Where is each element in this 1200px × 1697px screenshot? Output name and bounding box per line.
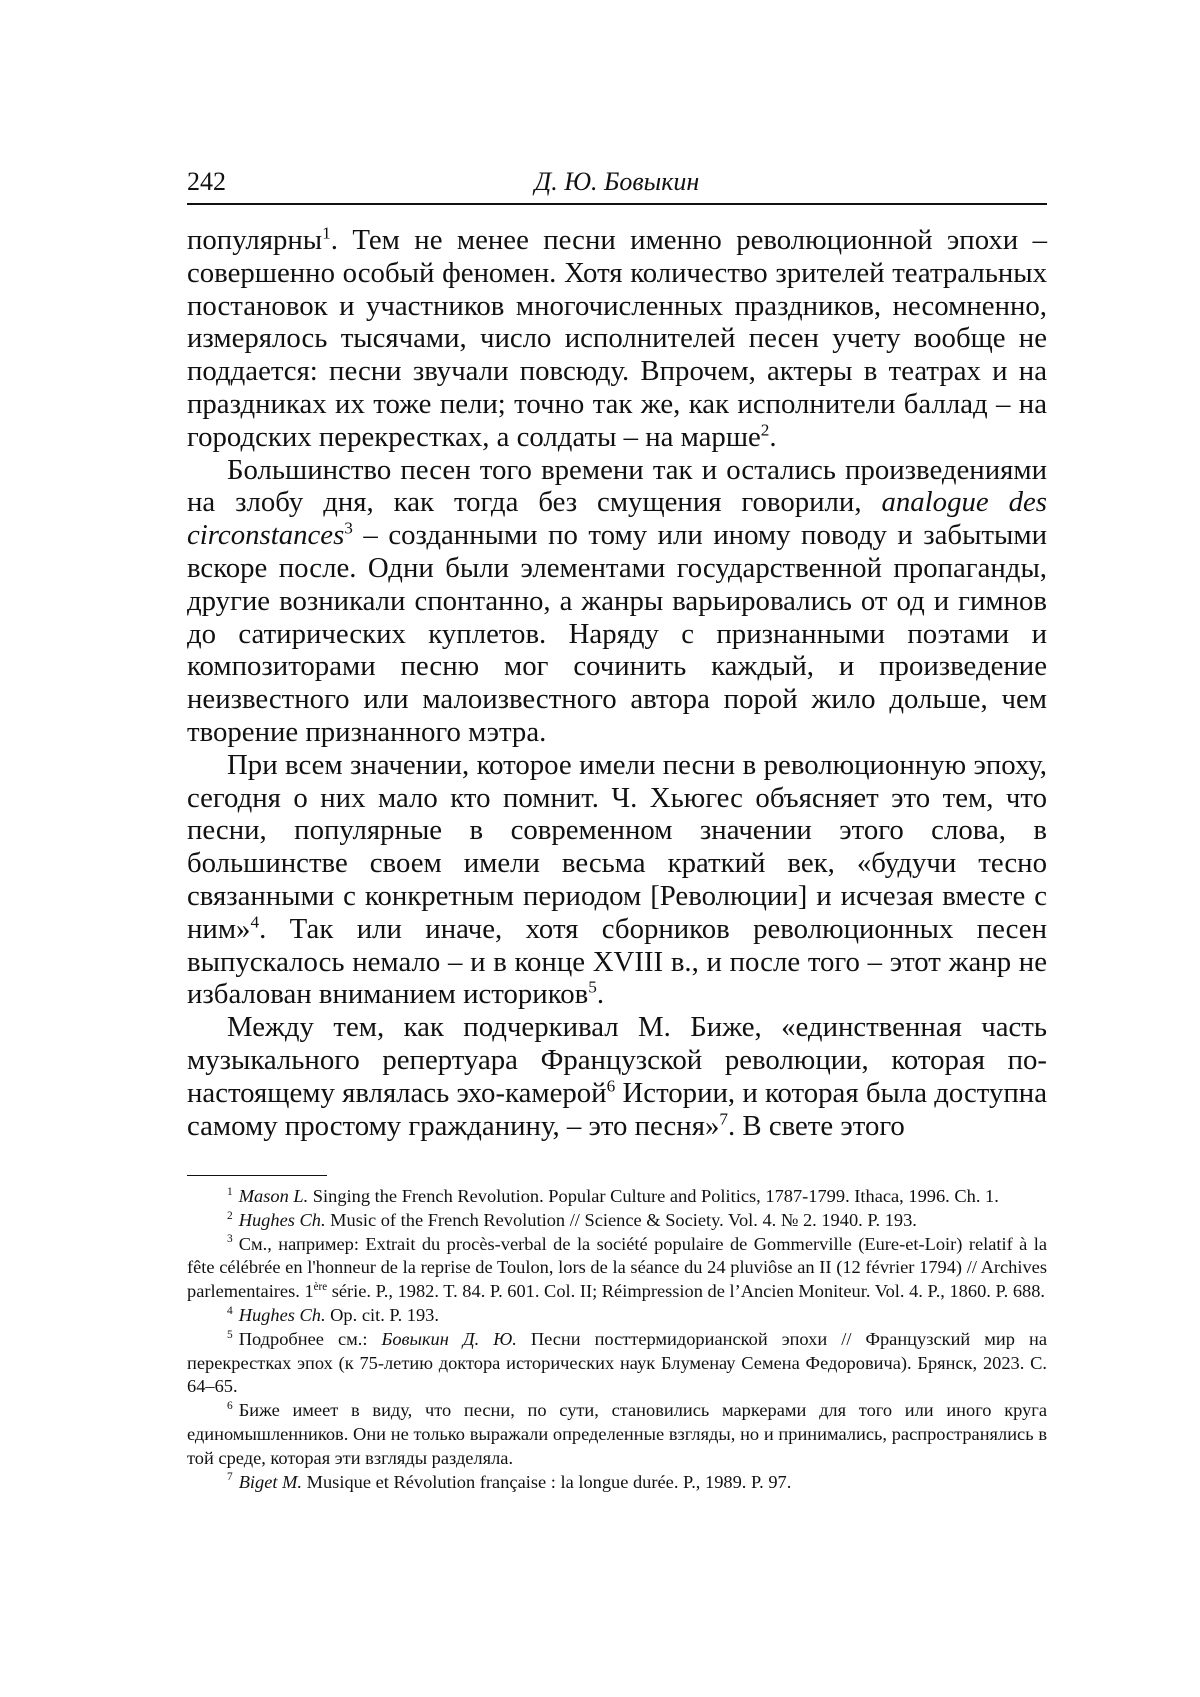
footnote-mark: 1: [227, 1185, 233, 1198]
text-run: . Тем не менее песни именно революционной эпохи – совершенно особый феномен. Хотя количество зрителей театральных постановок и участников многочисленных праздников, несомненно, измерялось тысячами, число исполнителей песен учету вообще не поддается: песни звучали повсюду. Впрочем, актеры в театрах и на праздниках их тоже пели; точно так же, как исполнители баллад – на городских перекрестках, а солдаты – на марше: [187, 224, 1047, 453]
italic-term: analogue des circonstances: [187, 486, 1047, 552]
footnote-ref-4: 4: [250, 912, 260, 932]
footnote-1: [187, 1185, 1047, 1209]
running-header: [187, 165, 1047, 205]
text-run: Между тем, как подчеркивал М. Биже, «единственная часть музыкального репертуара Французской революции, которая по-настоящему являлась эхо-камерой: [187, 1011, 1047, 1109]
page-number: 242: [187, 167, 226, 196]
footnote-5: [187, 1328, 1047, 1399]
footnote-6: [187, 1399, 1047, 1470]
footnotes: [187, 1185, 1047, 1494]
footnote-4: [187, 1304, 1047, 1328]
footnote-2: [187, 1209, 1047, 1233]
text-run: Большинство песен того времени так и остались произведениями на злобу дня, как тогда без смущения говорили,: [187, 453, 1047, 519]
footnote-mark: 4: [227, 1304, 233, 1317]
paragraph-1: [187, 224, 1047, 454]
footnote-mark: 7: [227, 1471, 233, 1484]
body-text: [187, 224, 1047, 1142]
text-run: . Так или иначе, хотя сборников революционных песен выпускалось немало – и в конце XVIII в., и после того – этот жанр не избалован вниманием историков: [187, 912, 1047, 1011]
footnote-text: Подробнее см.:: [238, 1328, 382, 1349]
footnote-text: Singing the French Revolution. Popular Culture and Politics, 1787-1799. Ithaca, 1996. Ch. 1.: [308, 1186, 999, 1206]
footnote-text: Op. cit. P. 193.: [325, 1304, 439, 1325]
footnote-text: Musique et Révolution française : la longue durée. P., 1989. P. 97.: [302, 1471, 792, 1492]
text-run: .: [596, 978, 605, 1011]
footnote-mark: 5: [227, 1328, 233, 1341]
footnote-text: Биже имеет в виду, что песни, по сути, становились маркерами для того или иного круга единомышленников. Они не только выражали определенные взгляды, но и принимались, распространялись в той среде, которая эти взгляды разделяла.: [187, 1400, 1047, 1468]
footnote-ref-1: 1: [322, 223, 331, 243]
footnote-author: Бовыкин Д. Ю.: [381, 1328, 517, 1349]
footnote-text: См., например: Extrait du procès-verbal de la société populaire de Gommerville (Eure-et-Loir) relatif à la fête célébrée en l'honneur de la reprise de Toulon, lors de la séance du 24 pluviôse an II (12 février 1794) // Archives parlementaires. 1: [187, 1233, 1047, 1302]
footnote-text: Песни посттермидорианской эпохи // Французский мир на перекрестках эпох (к 75-летию доктора исторических наук Блуменау Семена Федоровича). Брянск, 2023. С. 64–65.: [187, 1328, 1047, 1397]
footnote-mark: 2: [227, 1209, 233, 1222]
running-title: Д. Ю. Бовыкин: [534, 167, 700, 196]
text-run: .: [769, 420, 777, 453]
text-run: – созданными по тому или иному поводу и забытыми вскоре после. Одни были элементами государственной пропаганды, другие возникали спонтанно, а жанры варьировались от од и гимнов до сатирических куплетов. Наряду с признанными поэтами и композиторами песню мог сочинить каждый, и произведение неизвестного или малоизвестного автора порой жило дольше, чем творение признанного мэтра.: [187, 519, 1047, 748]
footnote-author: Mason L.: [238, 1186, 309, 1206]
footnote-ref-2: 2: [760, 420, 770, 440]
footnote-ref-7: 7: [719, 1108, 729, 1128]
paragraph-2: [187, 454, 1047, 749]
footnote-ref-6: 6: [606, 1076, 616, 1096]
footnote-3: [187, 1233, 1047, 1304]
footnote-ref-5: 5: [588, 977, 597, 997]
footnote-separator: [187, 1175, 327, 1176]
paragraph-3: [187, 749, 1047, 1011]
footnote-mark: 3: [227, 1233, 233, 1246]
footnote-author: Biget M.: [238, 1471, 303, 1492]
footnote-text: Music of the French Revolution // Science & Society. Vol. 4. № 2. 1940. P. 193.: [325, 1209, 917, 1230]
footnote-author: Hughes Ch.: [238, 1304, 326, 1325]
footnote-mark: 6: [227, 1400, 233, 1413]
footnote-author: Hughes Ch.: [238, 1209, 326, 1230]
text-run: Истории, и которая была доступна самому простому гражданину, – это песня»: [187, 1076, 1048, 1142]
text-run: популярны: [187, 224, 323, 256]
footnote-7: [187, 1471, 1047, 1495]
footnote-ref-3: 3: [344, 518, 353, 538]
paragraph-4: [187, 1011, 1047, 1142]
text-run: . В свете этого: [728, 1109, 905, 1142]
text-run: При всем значении, которое имели песни в революционную эпоху, сегодня о них мало кто помнит. Ч. Хьюгес объясняет это тем, что песни, популярные в современном значении этого слова, в большинстве своем имели весьма краткий век, «будучи тесно связанными с конкретным периодом [Революции] и исчезая вместе с ним»: [187, 748, 1047, 945]
footnote-superscript: ère: [313, 1281, 328, 1294]
footnote-text: série. P., 1982. T. 84. P. 601. Col. II; Réimpression de l’Ancien Moniteur. Vol. 4. P., 1860. P. 688.: [327, 1281, 1046, 1302]
